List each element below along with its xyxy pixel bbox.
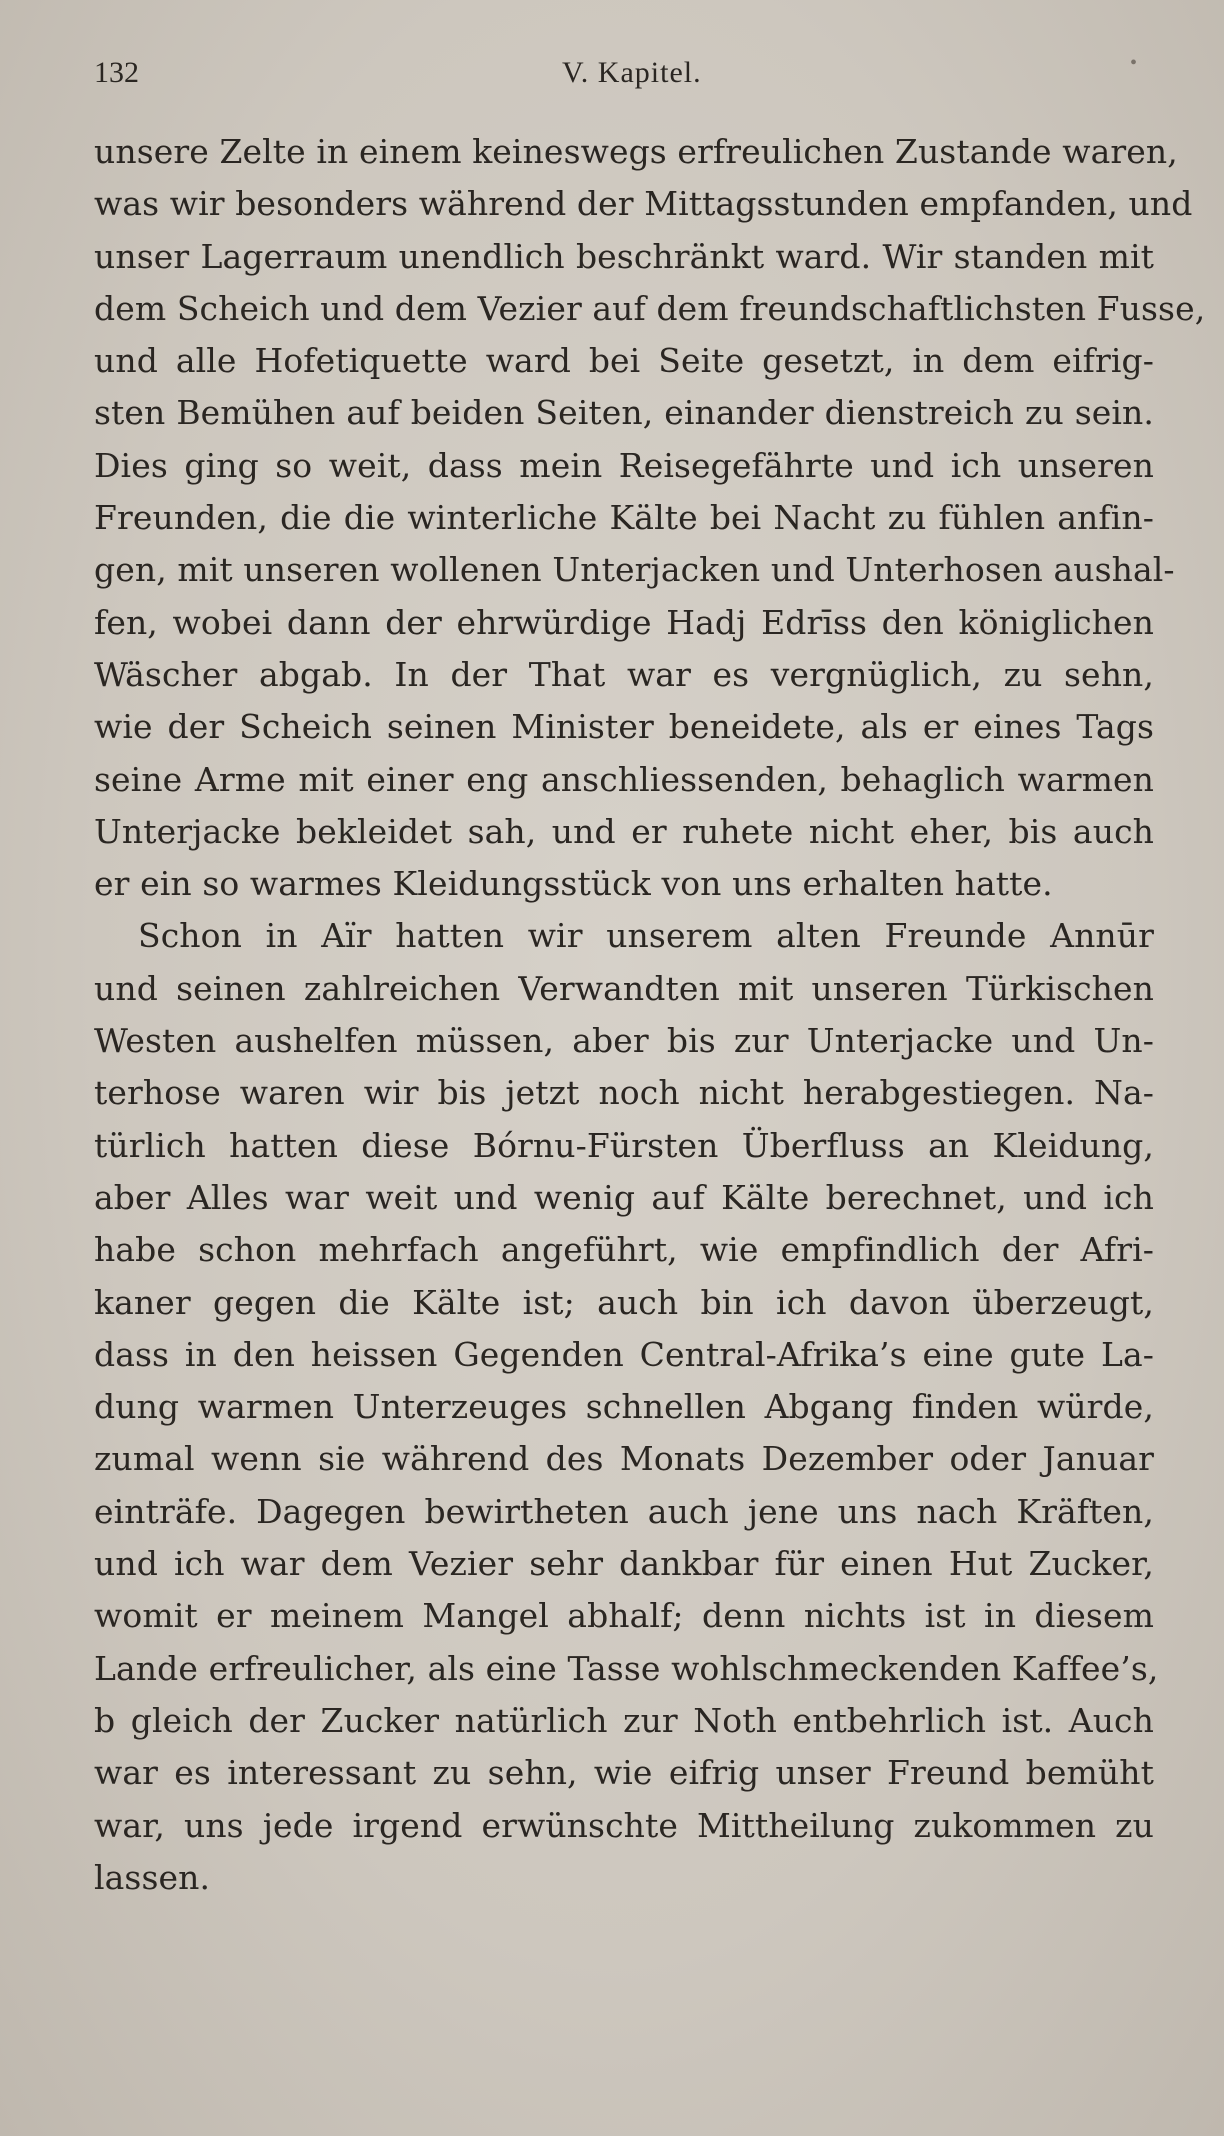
- text-line: fen, wobei dann der ehrwürdige Hadj Edrīss den königlichen: [94, 602, 1154, 642]
- text-line: Schon in Aïr hatten wir unserem alten Freunde Annūr: [138, 916, 1154, 956]
- text-line: seine Arme mit einer eng anschliessenden, behaglich warmen: [94, 759, 1154, 799]
- text-line: Wäscher abgab. In der That war es vergnüglich, zu sehn,: [94, 654, 1154, 694]
- text-line: Dies ging so weit, dass mein Reisegefährte und ich unseren: [94, 445, 1154, 485]
- text-line: womit er meinem Mangel abhalf; denn nichts ist in diesem: [94, 1596, 1154, 1636]
- page-number: 132: [94, 56, 139, 89]
- text-line: lassen.: [94, 1857, 211, 1897]
- text-line: unser Lagerraum unendlich beschränkt ward. Wir standen mit: [94, 236, 1154, 276]
- text-line: b gleich der Zucker natürlich zur Noth entbehrlich ist. Auch: [94, 1700, 1154, 1740]
- text-line: sten Bemühen auf beiden Seiten, einander dienstreich zu sein.: [94, 393, 1154, 433]
- text-line: wie der Scheich seinen Minister beneidete, als er eines Tags: [94, 707, 1154, 747]
- text-line: kaner gegen die Kälte ist; auch bin ich davon überzeugt,: [94, 1282, 1154, 1322]
- text-line: gen, mit unseren wollenen Unterjacken und Unterhosen aushal-: [94, 550, 1175, 590]
- text-line: dung warmen Unterzeuges schnellen Abgang finden würde,: [94, 1387, 1154, 1427]
- text-line: zumal wenn sie während des Monats Dezember oder Januar: [94, 1439, 1154, 1479]
- text-line: unsere Zelte in einem keineswegs erfreulichen Zustande waren,: [94, 132, 1178, 171]
- text-line: und seinen zahlreichen Verwandten mit unseren Türkischen: [94, 968, 1154, 1008]
- text-line: Freunden, die die winterliche Kälte bei Nacht zu fühlen anfin-: [94, 498, 1154, 538]
- text-line: war es interessant zu sehn, wie eifrig unser Freund bemüht: [94, 1753, 1154, 1793]
- text-line: und alle Hofetiquette ward bei Seite gesetzt, in dem eifrig-: [94, 341, 1154, 381]
- text-line: und ich war dem Vezier sehr dankbar für einen Hut Zucker,: [94, 1544, 1154, 1584]
- chapter-title: V. Kapitel.: [562, 56, 702, 89]
- text-line: habe schon mehrfach angeführt, wie empfindlich der Afri-: [94, 1230, 1154, 1270]
- text-line: aber Alles war weit und wenig auf Kälte berechnet, und ich: [94, 1177, 1154, 1217]
- text-line: terhose waren wir bis jetzt noch nicht herabgestiegen. Na-: [94, 1073, 1154, 1113]
- body-text: [94, 126, 1206, 1904]
- text-line: dem Scheich und dem Vezier auf dem freundschaftlichsten Fusse,: [94, 288, 1206, 328]
- text-line: was wir besonders während der Mittagsstunden empfanden, und: [94, 184, 1193, 224]
- page-header: [92, 52, 1154, 96]
- text-line: Westen aushelfen müssen, aber bis zur Unterjacke und Un-: [94, 1021, 1154, 1061]
- text-line: Unterjacke bekleidet sah, und er ruhete nicht eher, bis auch: [94, 811, 1154, 851]
- text-line: türlich hatten diese Bórnu-Fürsten Überfluss an Kleidung,: [94, 1125, 1154, 1165]
- text-line: dass in den heissen Gegenden Central-Afrika’s eine gute La-: [94, 1334, 1154, 1374]
- text-line: einträfe. Dagegen bewirtheten auch jene uns nach Kräften,: [94, 1491, 1154, 1531]
- text-line: er ein so warmes Kleidungsstück von uns erhalten hatte.: [94, 864, 1053, 904]
- text-line: war, uns jede irgend erwünschte Mittheilung zukommen zu: [94, 1805, 1154, 1845]
- text-line: Lande erfreulicher, als eine Tasse wohlschmeckenden Kaffee’s,: [94, 1648, 1159, 1688]
- print-mark: •: [1130, 52, 1138, 74]
